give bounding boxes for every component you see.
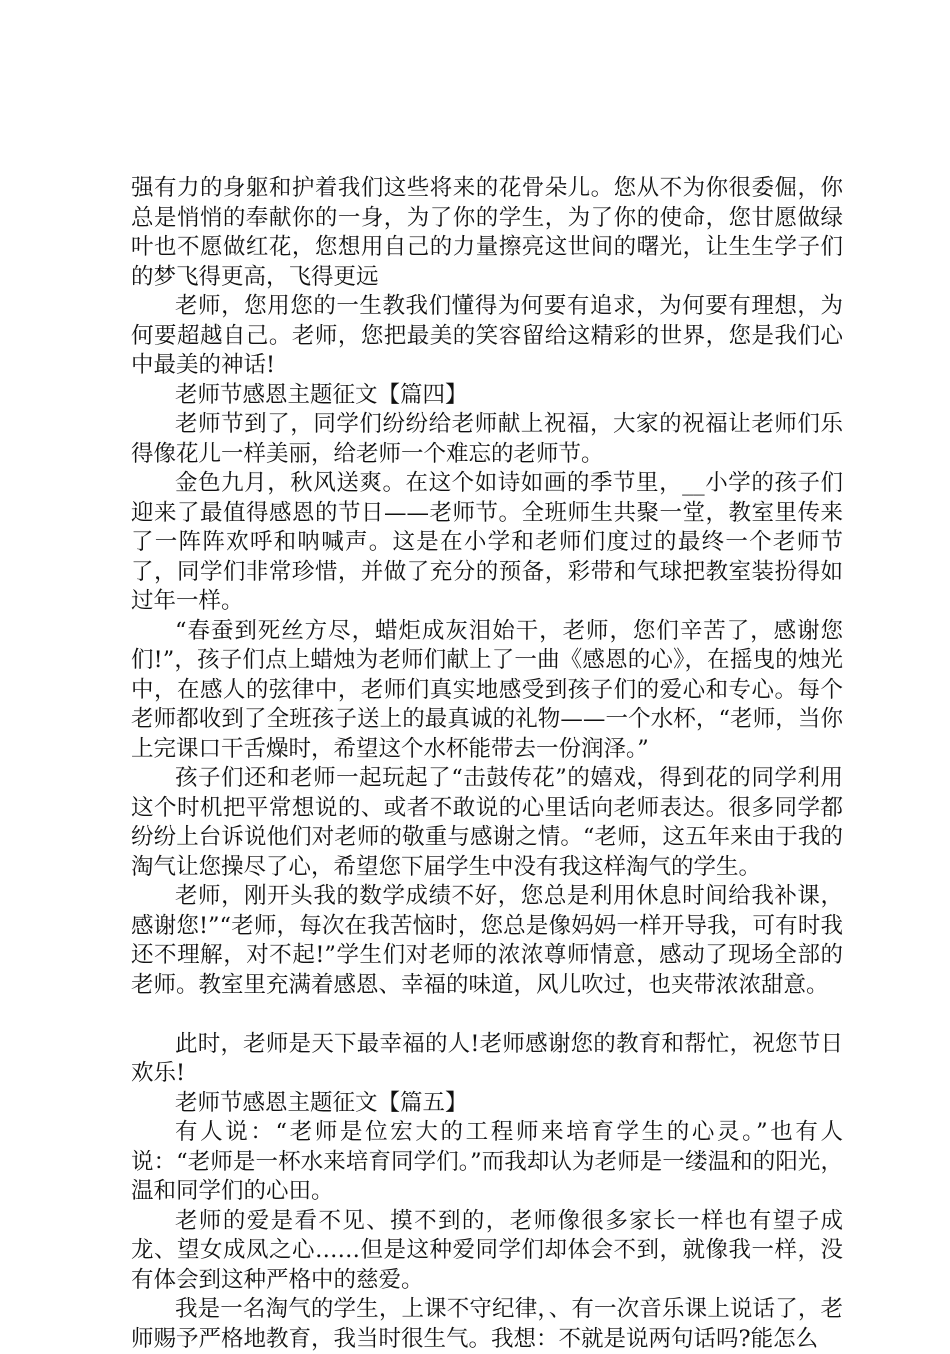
paragraph-continuation: 强有力的身躯和护着我们这些将来的花骨朵儿。您从不为你很委倔，你总是悄悄的奉献你的一身，为了你的学生，为了你的使命，您甘愿做绿叶也不愿做红花，您想用自己的力量擦亮这世间的曙光，让生生学子们的梦飞得更高，飞得更远 [131,175,843,290]
paragraph: 老师，刚开头我的数学成绩不好，您总是利用休息时间给我补课，感谢您!”“老师，每次在我苦恼时，您总是像妈妈一样开导我，可有时我还不理解，对不起!”学生们对老师的浓浓尊师情意，感动了现场全部的老师。教室里充满着感恩、幸福的味道，风儿吹过，也夹带浓浓甜意。 [131,883,843,998]
paragraph: 我是一名淘气的学生，上课不守纪律，、有一次音乐课上说话了，老师赐予严格地教育，我当时很生气。我想：不就是说两句话吗?能怎么 [131,1296,843,1352]
paragraph: 老师的爱是看不见、摸不到的，老师像很多家长一样也有望子成龙、望女成凤之心……但是这种爱同学们却体会不到，就像我一样，没有体会到这种严格中的慈爱。 [131,1207,843,1293]
paragraph: 金色九月，秋风送爽。在这个如诗如画的季节里，__小学的孩子们迎来了最值得感恩的节日——老师节。全班师生共聚一堂，教室里传来了一阵阵欢呼和呐喊声。这是在小学和老师们度过的最终一个老师节了，同学们非常珍惜，并做了充分的预备，彩带和气球把教室装扮得如过年一样。 [131,470,843,614]
paragraph: 此时，老师是天下最幸福的人!老师感谢您的教育和帮忙，祝您节日欢乐! [131,1030,843,1086]
section-heading-4: 老师节感恩主题征文【篇四】 [175,381,468,408]
section-heading-5: 老师节感恩主题征文【篇五】 [175,1089,468,1116]
paragraph: 有人说：“老师是位宏大的工程师来培育学生的心灵。”也有人说：“老师是一杯水来培育同学们。”而我却认为老师是一缕温和的阳光，温和同学们的心田。 [131,1119,843,1204]
document-body [131,174,843,1354]
blank-line [131,1000,843,1030]
paragraph: 孩子们还和老师一起玩起了“击鼓传花”的嬉戏，得到花的同学利用这个时机把平常想说的、或者不敢说的心里话向老师表达。很多同学都纷纷上台诉说他们对老师的敬重与感谢之情。“老师，这五年来由于我的淘气让您操尽了心，希望您下届学生中没有我这样淘气的学生。 [131,765,843,880]
paragraph: “春蚕到死丝方尽，蜡炬成灰泪始干，老师，您们辛苦了，感谢您们!”，孩子们点上蜡烛为老师们献上了一曲《感恩的心》，在摇曳的烛光中，在感人的弦律中，老师们真实地感受到孩子们的爱心和专心。每个老师都收到了全班孩子送上的最真诚的礼物——一个水杯，“老师，当你上完课口干舌燥时，希望这个水杯能带去一份润泽。” [131,617,843,762]
paragraph: 老师，您用您的一生教我们懂得为何要有追求，为何要有理想，为何要超越自己。老师，您把最美的笑容留给这精彩的世界，您是我们心中最美的神话! [131,293,843,378]
paragraph: 老师节到了，同学们纷纷给老师献上祝福，大家的祝福让老师们乐得像花儿一样美丽，给老师一个难忘的老师节。 [131,411,843,467]
